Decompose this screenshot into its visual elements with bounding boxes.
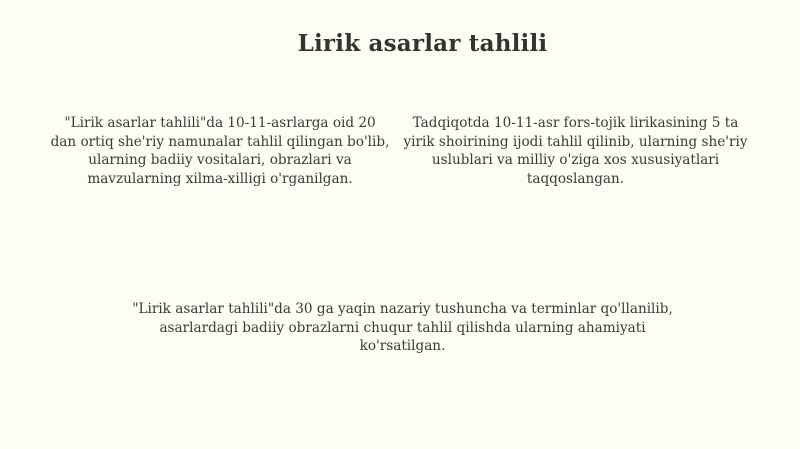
slide-title: Lirik asarlar tahlili <box>297 30 548 57</box>
right-text-block: Tadqiqotda 10-11-asr fors-tojik lirikasining 5 ta yirik shoirining ijodi tahlil qilinib, ularning she'riy uslublari va milliy o'ziga xos xususiyatlari taqqoslangan. <box>403 115 748 187</box>
left-text-block: "Lirik asarlar tahlili"da 10-11-asrlarga oid 20 dan ortiq she'riy namunalar tahlil qilingan bo'lib, ularning badiiy vositalari, obrazlari va mavzularning xilma-xilligi o'rganilgan. <box>50 115 390 187</box>
bottom-text-block: "Lirik asarlar tahlili"da 30 ga yaqin nazariy tushuncha va terminlar qo'llanilib, asarlardagi badiiy obrazlarni chuqur tahlil qilishda ularning ahamiyati ko'rsatilgan. <box>132 301 673 354</box>
